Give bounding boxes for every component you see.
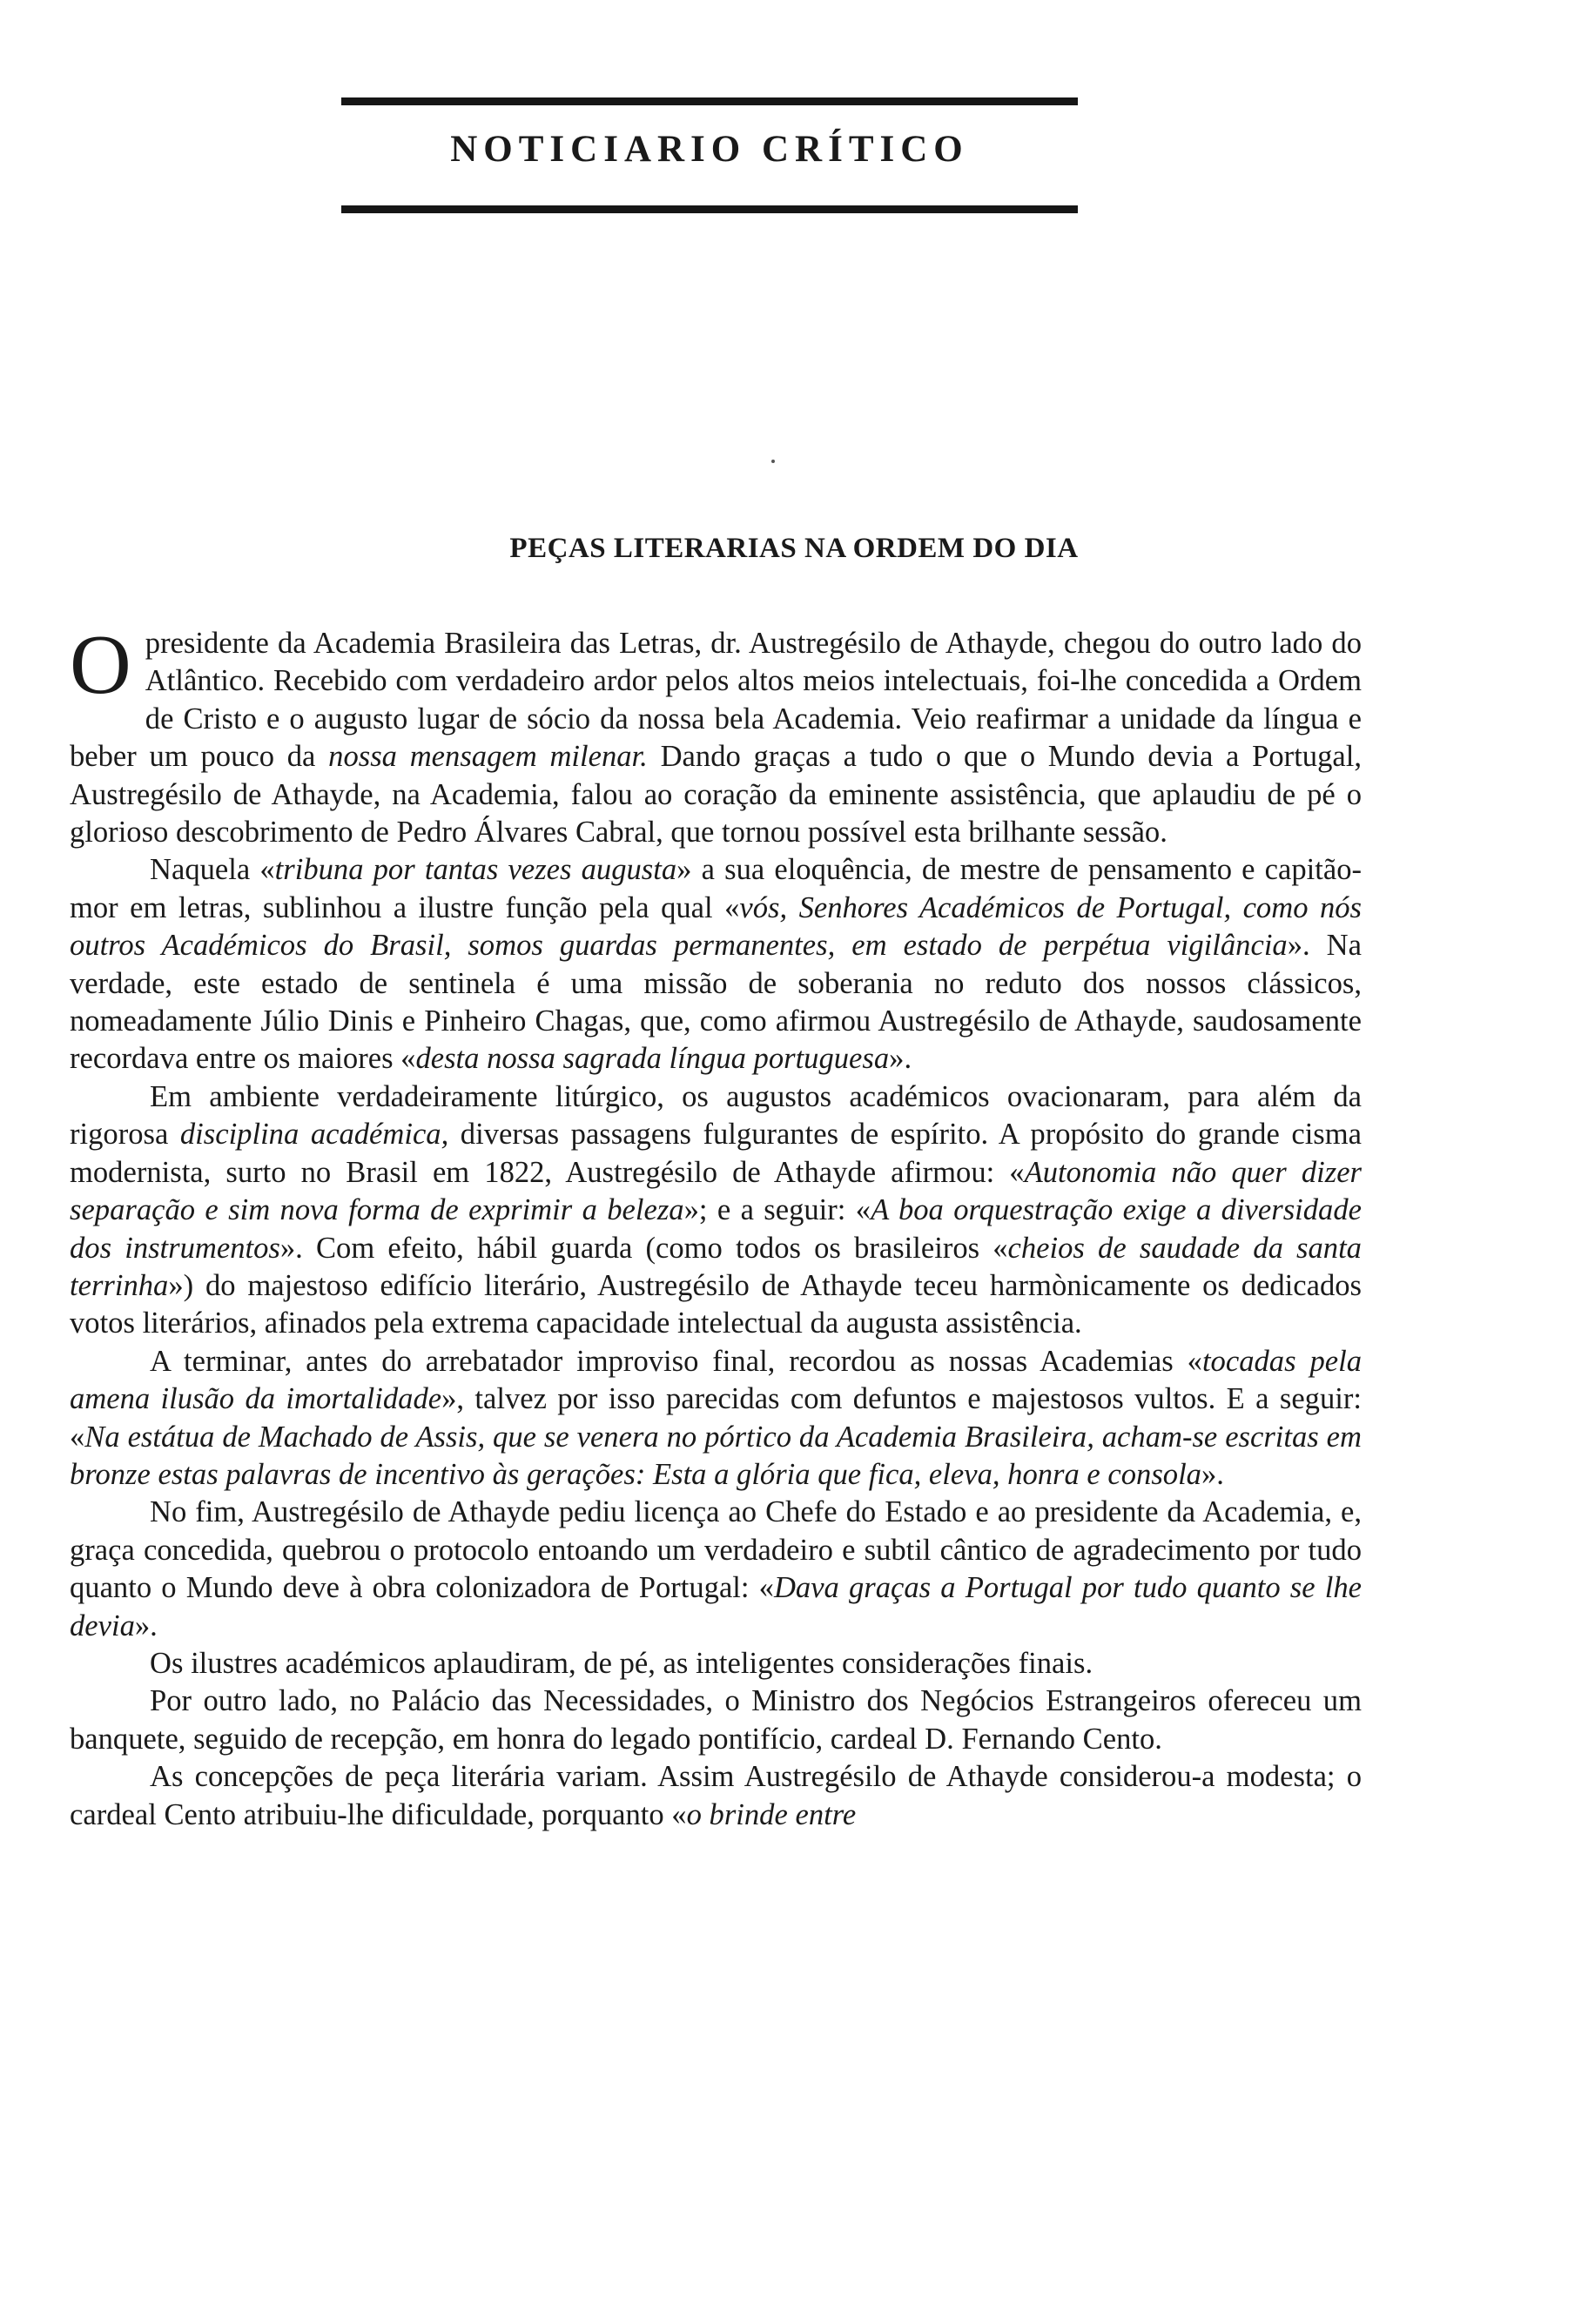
paragraph-3: Em ambiente verdadeiramente litúrgico, os augustos académicos ovacionaram, para além da rigorosa disciplina académica, diversas passagens fulgurantes de espírito. A propósito do grande cisma modernista, surto no Brasil em 1822, Austregésilo de Athayde afirmou: «Autonomia não quer dizer separação e sim nova forma de exprimir a beleza»; e a seguir: «A boa orquestração exige a diversidade dos instrumentos». Com efeito, hábil guarda (como todos os brasileiros «cheios de saudade da santa terrinha») do majestoso edifício literário, Austregésilo de Athayde teceu harmònicamente os dedicados votos literários, afinados pela extrema capacidade intelectual da augusta assistência. bbox=[70, 1079, 1363, 1340]
paragraph-1: Opresidente da Academia Brasileira das Letras, dr. Austregésilo de Athayde, chegou do outro lado do Atlântico. Recebido com verdadeiro ardor pelos altos meios intelectuais, foi-lhe concedida a Ordem de Cristo e o augusto lugar de sócio da nossa bela Academia. Veio reafirmar a unidade da língua e beber um pouco da nossa mensagem milenar. Dando graças a tudo o que o Mundo devia a Portugal, Austregésilo de Athayde, na Academia, falou ao coração da eminente assistência, que aplaudiu de pé o glorioso descobrimento de Pedro Álvares Cabral, que tornou possível esta brilhante sessão. bbox=[70, 618, 1362, 850]
paragraph-4: A terminar, antes do arrebatador improviso final, recordou as nossas Academias «tocadas pela amena ilusão da imortalidade», talvez por isso parecidas com defuntos e majestosos vultos. E a seguir: «Na estátua de Machado de Assis, que se venera no pórtico da Academia Brasileira, acham-se escritas em bronze estas palavras de incentivo às gerações: Esta a glória que fica, eleva, honra e consola». bbox=[70, 1344, 1362, 1491]
paragraph-6: Os ilustres académicos aplaudiram, de pé, as inteligentes considerações finais. bbox=[150, 1646, 1093, 1680]
header-bottom-rule bbox=[341, 205, 1078, 213]
header-top-rule bbox=[341, 97, 1078, 105]
article-body bbox=[70, 618, 1363, 1834]
article-title: PEÇAS LITERARIAS NA ORDEM DO DIA bbox=[509, 533, 1079, 564]
paragraph-2: Naquela «tribuna por tantas vezes augusta» a sua eloquência, de mestre de pensamento e capitão-mor em letras, sublinhou a ilustre função pela qual «vós, Senhores Académicos de Portugal, como nós outros Académicos do Brasil, somos guardas permanentes, em estado de perpétua vigilância». Na verdade, este estado de sentinela é uma missão de soberania no reduto dos nossos clássicos, nomeadamente Júlio Dinis e Pinheiro Chagas, que, como afirmou Austregésilo de Athayde, saudosamente recordava entre os maiores «desta nossa sagrada língua portuguesa». bbox=[70, 853, 1362, 1076]
drop-cap: O bbox=[70, 618, 131, 712]
paragraph-5: No fim, Austregésilo de Athayde pediu licença ao Chefe do Estado e ao presidente da Academia, e, graça concedida, quebrou o protocolo entoando um verdadeiro e subtil cântico de agradecimento por tudo quanto o Mundo deve à obra colonizadora de Portugal: «Dava graças a Portugal por tudo quanto se lhe devia». bbox=[70, 1495, 1362, 1642]
section-title: NOTICIARIO CRÍTICO bbox=[450, 129, 969, 170]
paragraph-8: As concepções de peça literária variam. Assim Austregésilo de Athayde considerou-a modesta; o cardeal Cento atribuiu-lhe dificuldade, porquanto «o brinde entre bbox=[70, 1760, 1362, 1831]
print-speck bbox=[771, 460, 775, 463]
paragraph-7: Por outro lado, no Palácio das Necessidades, o Ministro dos Negócios Estrangeiros ofereceu um banquete, seguido de recepção, em honra do legado pontifício, cardeal D. Fernando Cento. bbox=[70, 1684, 1362, 1756]
